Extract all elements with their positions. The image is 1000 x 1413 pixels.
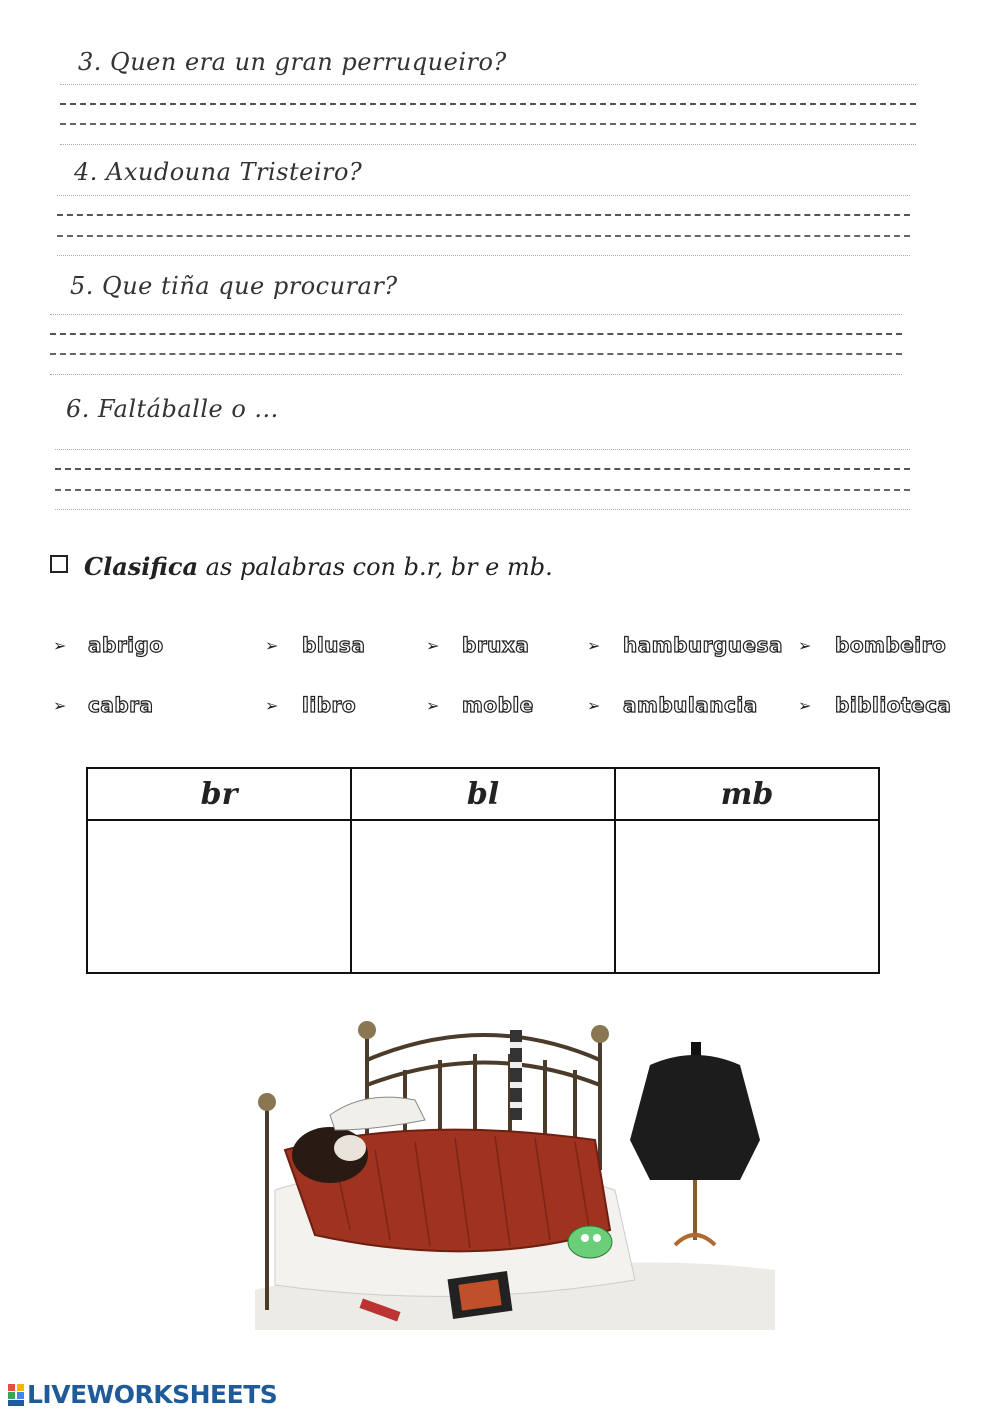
word-hamburguesa: hamburguesa [623,633,784,657]
instruction-text: as palabras con b.r, br e mb. [198,553,553,581]
instruction [50,552,553,581]
answer-lines-5[interactable] [50,314,902,378]
arrow-icon: ➢ [265,636,279,655]
instruction-bold: Clasifica [84,552,199,581]
liveworksheets-mark-icon [8,1384,24,1406]
question-5: 5. Que tiña que procurar? [70,272,398,300]
word-cabra: cabra [88,693,154,717]
answer-lines-6[interactable] [55,449,910,513]
word-bombeiro: bombeiro [835,633,947,657]
arrow-icon: ➢ [53,696,67,715]
column-header-br: br [87,768,351,820]
answer-lines-4[interactable] [57,195,910,259]
word-bruxa: bruxa [462,633,530,657]
question-6: 6. Faltáballe o ... [66,395,279,423]
question-3: 3. Quen era un gran perruqueiro? [78,48,507,76]
drop-cell-br[interactable] [87,820,351,973]
arrow-icon: ➢ [798,696,812,715]
classification-table [86,767,880,974]
arrow-icon: ➢ [426,696,440,715]
logo-text: LIVEWORKSHEETS [27,1380,278,1409]
drop-cell-mb[interactable] [615,820,879,973]
question-4: 4. Axudouna Tristeiro? [74,158,363,186]
word-ambulancia: ambulancia [623,693,758,717]
checkbox-icon [50,555,68,573]
word-biblioteca: biblioteca [835,693,952,717]
column-header-bl: bl [351,768,615,820]
arrow-icon: ➢ [587,636,601,655]
arrow-icon: ➢ [426,636,440,655]
arrow-icon: ➢ [53,636,67,655]
liveworksheets-logo[interactable] [8,1380,277,1409]
word-blusa: blusa [302,633,366,657]
column-header-mb: mb [615,768,879,820]
arrow-icon: ➢ [587,696,601,715]
word-abrigo: abrigo [88,633,164,657]
answer-lines-3[interactable] [60,84,916,148]
bedroom-illustration [255,1020,775,1330]
arrow-icon: ➢ [798,636,812,655]
word-moble: moble [462,693,534,717]
drop-cell-bl[interactable] [351,820,615,973]
arrow-icon: ➢ [265,696,279,715]
word-libro: libro [302,693,357,717]
